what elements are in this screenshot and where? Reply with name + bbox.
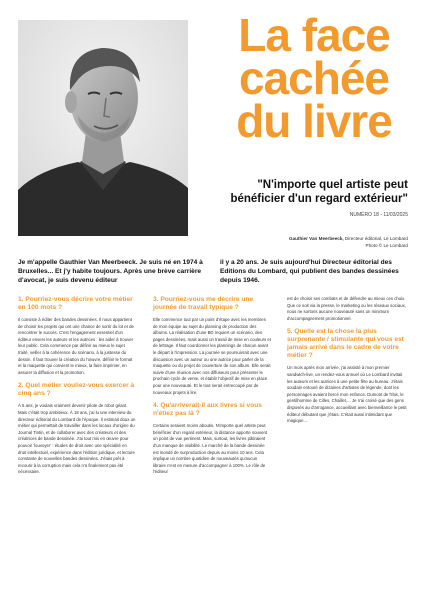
question-3: 3. Pourriez-vous me décrire une journée de travail typique ? [153,296,254,311]
column-1 [18,296,136,482]
issue-number: NUMÉRO 18 - 11/03/2025 [349,212,408,218]
question-5: 5. Quelle est la chose la plus surprenante / stimulante qui vous est jamais arrivé dans le cadre de votre métier ? [287,328,404,360]
question-2: 2. Quel métier vouliez-vous exercer à cinq ans ? [18,382,135,398]
headline-line-3: du livre [236,95,392,147]
answer-4-continued: est de choisir ses combats et de défendre au mieux ces choix. Que ce soit via la presse, le marketing ou les réseaux sociaux, nous ne sortons aucune nouveauté sans un minimum d'accompagnement promotionnel. [287,296,406,321]
portrait-photo [18,20,188,236]
answer-2: À 5 ans, je voulais vraiment devenir pilote de robot géant. Mais c'était trop ambitieux. À 18 ans, j'ai lu une interview du directeur éditorial du Lombard de l'époque. Il estimait doux un métier qui permettait de travailler dans les locaux d'origine du Journal Tintin, et de collaborer avec des créateurs et des créatrices de bande dessinée. J'ai tout mis en œuvre pour pouvoir 'louvoyer' : études de droit avec une spécialité en droit intellectuel, expérience dans l'édition juridique, et lecture constante de nouvelles bandes dessinées. J'étais prêt à recourir à la corruption mais cela n'a finalement pas été nécessaire. [18,403,136,475]
question-1: 1. Pourriez-vous décrire votre métier en 100 mots ? [18,296,133,311]
author-name: Gauthier Van Meerbeeck, [289,236,344,241]
column-2 [153,296,271,482]
intro-left: Je m'appelle Gauthier Van Meerbeeck. Je suis né en 1974 à Bruxelles... Et j'y habite toujours. Après une brève carrière d'avocat, je suis devenu éditeur [18,259,203,284]
headline-line-1: La face [238,9,390,61]
answer-5: Un mois après mon arrivée, j'ai assisté à mon premier sandwich-live, un rendez-vous annuel où Le Lombard invitait les auteurs et les autrices à une petite fête au bureau. J'étais soudain entouré de dizaines d'artistes de légende, dont les personnages avaient bercé mon enfance. Dumont de l'Ibis, le gentilhomme de Cilles, Chaillet,... Je n'ai croisé que des gens disposés au d'arrogance, accueillant avec bienveillance le petit éditeur débutant que j'étais. C'était aussi intimidant que magique... [287,365,407,424]
column-3 [287,296,407,431]
headline-line-2: cachée [238,52,389,104]
photo-credit: Photo © Le Lombard [365,243,408,248]
answer-3: Elle commence tout par un point d'étape avec les membres de mon équipe au sujet du planning de production des albums. La réalisation d'une BD requiert un scénario, des pages dessinées, mais aussi un travail de mise en couleurs et de lettrage. Il faut coordonner les plannings de chacun avant le départ à l'impression. La journée se poursuivrait avec une discussion avec un auteur ou une autrice pour parler de la maquette ou du projet de couverture de son album. Elle serait suivie d'une réunion avec nos diffuseurs pour présenter le prochain cycle de vente, et établir l'objectif de mise en place pour une nouveauté. Et le tout serait entrecoupé par de nouveaux projets à lire. [153,317,271,395]
question-4: 4. Qu'arriverait-il aux livres si vous n'étiez pas là ? [153,402,262,418]
author-role: Directeur éditorial, Le Lombard [343,236,408,241]
intro-right: il y a 20 ans. Je suis aujourd'hui Directeur éditorial des Editions du Lombard, qui publient des bandes dessinées depuis 1946. [220,259,399,284]
author-credit [210,236,408,241]
pull-quote: "N'importe quel artiste peut bénéficier d'un regard extérieur" [230,179,408,205]
answer-4: Certains seraient moins aboutis. N'importe quel artiste peut bénéficier d'un regard extérieur, la distance apporte souvent un point de vue pertinent. Mais, surtout, les livres pâtiraient d'un manque de visibilité. Le marché de la bande dessinée est inondé de surproduction depuis au moins 10 ans. Cela implique un nombre quotidien de nouveautés qu'aucun libraire n'est en mesure d'accompagner à 100%. Le rôle de l'éditeur [153,423,268,475]
answer-1: Il consiste à éditer des bandes dessinées. Il nous appartient de choisir les projets qui ont une chance de sortir du lot et de rencontrer le succès. C'est l'engagement essentiel d'un éditeur envers les auteurs et les autrices : les aider à trouver leur public. Cela commence par définir au mieux le sujet traité, veiller à la cohérence du scénario, à la justesse du dessin. Il faut trouver la création du l'œuvre, définir le format et la maquette qui convient le mieux, la faire imprimer, en assurer la diffusion et la promotion. [18,317,134,375]
headline [214,9,414,147]
